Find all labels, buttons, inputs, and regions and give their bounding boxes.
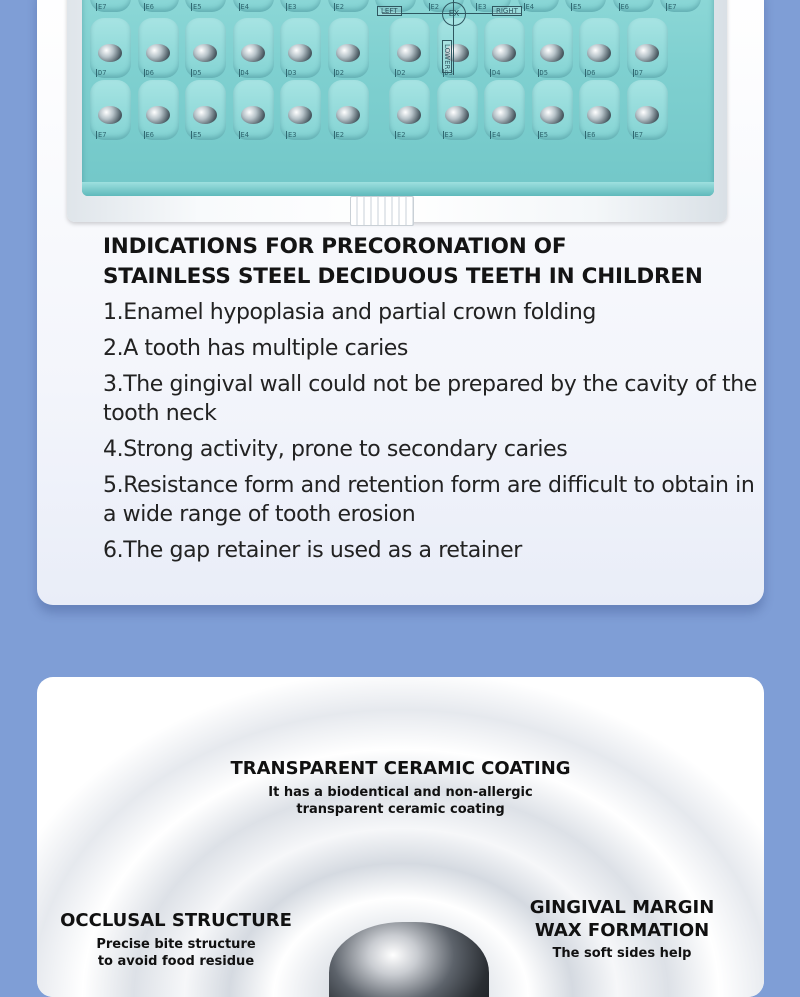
tray-compartment	[389, 80, 430, 140]
compartment-label: E5	[573, 3, 582, 11]
compartment-label: D6	[145, 69, 154, 77]
compartment-label: E7	[634, 131, 643, 139]
tray-body	[82, 0, 714, 196]
crown-piece	[587, 106, 611, 124]
tray-compartment	[532, 18, 573, 78]
compartment-label: E6	[145, 3, 154, 11]
tray-compartment	[579, 18, 620, 78]
tray-compartment	[613, 0, 654, 12]
compartment-label: E3	[288, 3, 297, 11]
tray-left-badge: LEFT	[377, 6, 402, 16]
tray-compartment	[484, 80, 525, 140]
compartment-label: E6	[620, 3, 629, 11]
tray-compartment	[138, 80, 179, 140]
tray-compartment	[90, 0, 131, 12]
tray-compartment	[484, 18, 525, 78]
tray-compartment	[437, 80, 478, 140]
tray-compartment	[90, 80, 131, 140]
crown-piece	[635, 44, 659, 62]
compartment-label: E5	[193, 131, 202, 139]
tray-rim	[82, 182, 714, 196]
tray-compartment	[185, 0, 226, 12]
tray-compartment	[328, 18, 369, 78]
compartment-label: E6	[587, 131, 596, 139]
compartment-label: E2	[397, 131, 406, 139]
ceramic-coating-title: TRANSPARENT CERAMIC COATING	[230, 758, 571, 779]
crown-piece	[98, 44, 122, 62]
tray-compartment	[518, 0, 559, 12]
ceramic-coating-desc-line1: It has a biodentical and non-allergic	[268, 785, 533, 800]
crown-piece	[241, 106, 265, 124]
indication-item: 1.Enamel hypoplasia and partial crown folding	[103, 300, 596, 325]
crown-piece	[492, 44, 516, 62]
tray-compartment	[138, 0, 179, 12]
tray-compartment	[579, 80, 620, 140]
features-card	[37, 677, 764, 997]
indication-item: 3.The gingival wall could not be prepared by the cavity of the tooth neck	[103, 372, 757, 426]
tray-ex-badge: EX	[442, 2, 466, 26]
tray-compartment	[280, 80, 321, 140]
tray-compartment	[627, 80, 668, 140]
tray-latch	[350, 196, 414, 226]
tray-right-badge: RIGHT	[492, 6, 522, 16]
compartment-label: E5	[539, 131, 548, 139]
crown-piece	[336, 106, 360, 124]
crown-piece	[146, 106, 170, 124]
compartment-label: D7	[98, 69, 107, 77]
tray-compartment	[90, 18, 131, 78]
compartment-label: D7	[634, 69, 643, 77]
crown-piece	[193, 44, 217, 62]
tray-compartment	[138, 18, 179, 78]
ceramic-coating-desc-line2: transparent ceramic coating	[296, 802, 505, 817]
compartment-label: E3	[444, 131, 453, 139]
gingival-margin-title-line1: GINGIVAL MARGIN	[529, 897, 715, 918]
occlusal-structure-desc-line2: to avoid food residue	[97, 954, 255, 969]
indications-title-line2: STAINLESS STEEL DECIDUOUS TEETH IN CHILDREN	[103, 264, 703, 289]
compartment-label: E7	[668, 3, 677, 11]
tray-compartment	[233, 0, 274, 12]
crown-piece	[336, 44, 360, 62]
tray-compartment	[660, 0, 701, 12]
tray-compartment	[233, 18, 274, 78]
crown-piece	[540, 106, 564, 124]
compartment-label: E4	[240, 3, 249, 11]
tray-compartment	[328, 80, 369, 140]
tray-compartment	[280, 0, 321, 12]
indication-item: 4.Strong activity, prone to secondary caries	[103, 437, 568, 462]
indication-item: 5.Resistance form and retention form are difficult to obtain in a wide range of tooth erosion	[103, 473, 755, 527]
crown-piece	[397, 106, 421, 124]
crown-piece	[540, 44, 564, 62]
tray-compartment	[328, 0, 369, 12]
compartment-label: D6	[587, 69, 596, 77]
tray-compartment	[389, 18, 430, 78]
occlusal-structure-title: OCCLUSAL STRUCTURE	[60, 910, 292, 931]
indications-title	[103, 232, 703, 292]
crown-piece	[193, 106, 217, 124]
compartment-label: E5	[193, 3, 202, 11]
tray-compartment	[185, 80, 226, 140]
indication-item: 2.A tooth has multiple caries	[103, 336, 408, 361]
indication-item: 6.The gap retainer is used as a retainer	[103, 538, 522, 563]
crown-piece	[635, 106, 659, 124]
compartment-label: E7	[98, 131, 107, 139]
compartment-label: E7	[98, 3, 107, 11]
compartment-label: E3	[478, 3, 487, 11]
crown-piece	[288, 106, 312, 124]
crown-piece	[288, 44, 312, 62]
crown-tray-image	[67, 0, 727, 222]
compartment-label: D3	[444, 69, 453, 77]
compartment-label: E4	[240, 131, 249, 139]
crown-piece	[492, 106, 516, 124]
tray-row-lower	[90, 80, 706, 142]
crown-piece	[397, 44, 421, 62]
tray-row-middle	[90, 18, 706, 80]
compartment-label: E2	[430, 3, 439, 11]
compartment-label: D3	[288, 69, 297, 77]
crown-piece	[587, 44, 611, 62]
compartment-label: D2	[335, 69, 344, 77]
compartment-label: E2	[335, 3, 344, 11]
compartment-label: E2	[335, 131, 344, 139]
tray-lower-badge: LOWER	[442, 40, 452, 73]
compartment-label: D2	[397, 69, 406, 77]
tray-compartment	[532, 80, 573, 140]
compartment-label: E3	[288, 131, 297, 139]
indications-list	[103, 298, 763, 572]
compartment-label: D4	[492, 69, 501, 77]
compartment-label: D5	[193, 69, 202, 77]
compartment-label: E4	[492, 131, 501, 139]
compartment-label: D4	[240, 69, 249, 77]
crown-piece	[98, 106, 122, 124]
gingival-margin-title-line2: WAX FORMATION	[534, 920, 710, 941]
indications-card	[37, 0, 764, 605]
tray-compartment	[565, 0, 606, 12]
compartment-label: D5	[539, 69, 548, 77]
crown-piece	[445, 106, 469, 124]
gingival-margin-desc-line1: The soft sides help	[552, 946, 692, 961]
tray-compartment	[233, 80, 274, 140]
indications-title-line1: INDICATIONS FOR PRECORONATION OF	[103, 234, 567, 259]
tray-compartment	[280, 18, 321, 78]
crown-piece	[146, 44, 170, 62]
compartment-label: E6	[145, 131, 154, 139]
occlusal-structure-desc-line1: Precise bite structure	[96, 937, 256, 952]
tray-compartment	[185, 18, 226, 78]
compartment-label: E4	[525, 3, 534, 11]
tray-compartment	[627, 18, 668, 78]
crown-piece	[241, 44, 265, 62]
